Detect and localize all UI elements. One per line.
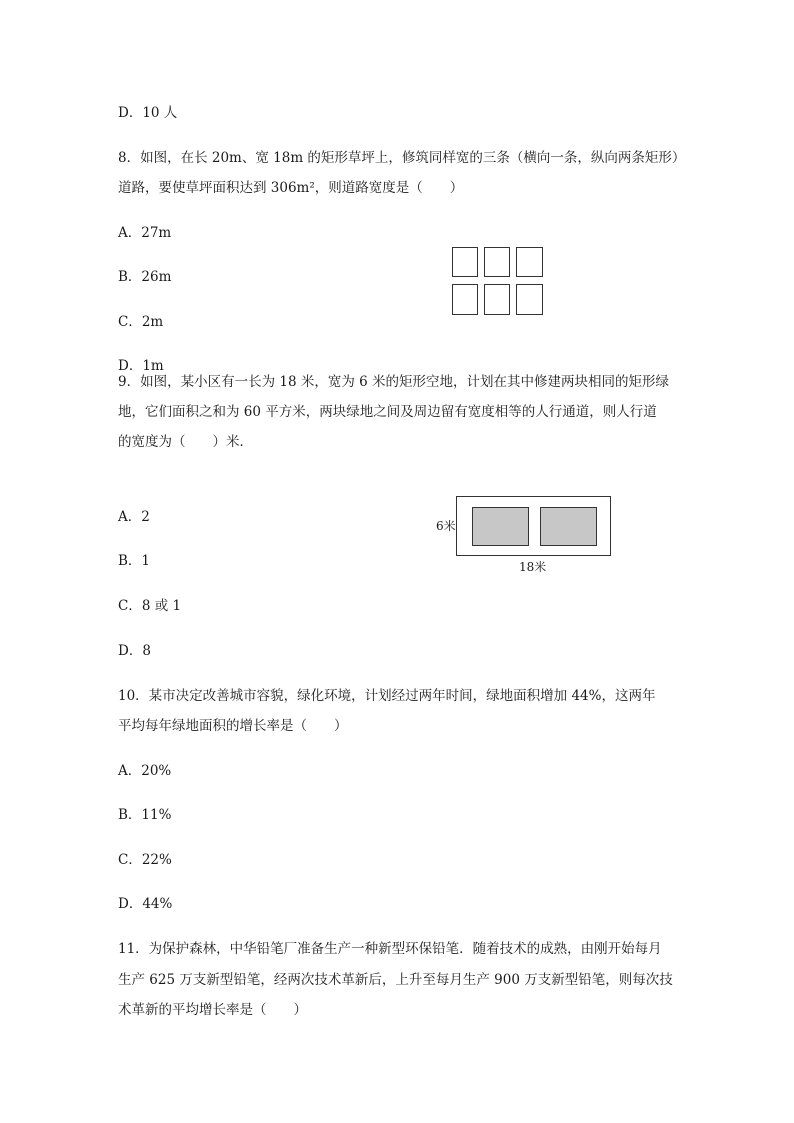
q8-lawn-plot bbox=[452, 284, 478, 315]
q8-option-d: D．1m bbox=[118, 358, 164, 374]
q9-width-label: 6米 bbox=[436, 519, 456, 533]
q8-lawn-plot bbox=[516, 284, 543, 315]
q10-stem-line-1: 10．某市决定改善城市容貌，绿化环境，计划经过两年时间，绿地面积增加 44%，这两年 bbox=[118, 688, 656, 704]
q8-lawn-plot bbox=[452, 247, 478, 277]
q9-stem-line-2: 地，它们面积之和为 60 平方米，两块绿地之间及周边留有宽度相等的人行通道，则人行道 bbox=[118, 404, 657, 420]
q8-stem-line-2: 道路，要使草坪面积达到 306m²，则道路宽度是（ ） bbox=[118, 180, 464, 196]
q9-length-label: 18米 bbox=[519, 560, 547, 574]
q10-option-c: C．22% bbox=[118, 852, 172, 868]
q9-option-c: C．8 或 1 bbox=[118, 598, 182, 614]
q8-lawn-plot bbox=[484, 284, 510, 315]
q8-option-b: B．26m bbox=[118, 269, 172, 285]
q9-option-b: B．1 bbox=[118, 553, 151, 569]
q8-stem-line-1: 8．如图，在长 20m、宽 18m 的矩形草坪上，修筑同样宽的三条（横向一条，纵向两条矩形） bbox=[118, 150, 686, 166]
q8-lawn-plot bbox=[516, 247, 543, 277]
q7-option-d: D．10 人 bbox=[118, 105, 178, 121]
q8-option-a: A．27m bbox=[118, 225, 172, 241]
q9-plot-figure bbox=[436, 496, 616, 578]
q9-option-a: A．2 bbox=[118, 509, 150, 525]
q9-green-plot-right bbox=[540, 507, 597, 546]
q8-lawn-figure bbox=[452, 247, 544, 317]
q11-stem-line-1: 11．为保护森林，中华铅笔厂准备生产一种新型环保铅笔．随着技术的成熟，由刚开始每月 bbox=[118, 941, 662, 957]
q11-stem-line-2: 生产 625 万支新型铅笔，经两次技术革新后，上升至每月生产 900 万支新型铅笔，则每次技 bbox=[118, 972, 673, 988]
q11-stem-line-3: 术革新的平均增长率是（ ） bbox=[118, 1002, 307, 1018]
q9-option-d: D．8 bbox=[118, 643, 151, 659]
q8-option-c: C．2m bbox=[118, 314, 164, 330]
q10-option-a: A．20% bbox=[118, 763, 172, 779]
q10-option-d: D．44% bbox=[118, 896, 173, 912]
q8-lawn-plot bbox=[484, 247, 510, 277]
q9-stem-line-1: 9．如图，某小区有一长为 18 米，宽为 6 米的矩形空地，计划在其中修建两块相同的矩形绿 bbox=[118, 374, 670, 390]
q10-option-b: B．11% bbox=[118, 807, 172, 823]
q9-green-plot-left bbox=[472, 507, 529, 546]
q9-empty-lot bbox=[456, 496, 611, 556]
q9-stem-line-3: 的宽度为（ ）米． bbox=[118, 434, 253, 450]
q10-stem-line-2: 平均每年绿地面积的增长率是（ ） bbox=[118, 718, 348, 734]
